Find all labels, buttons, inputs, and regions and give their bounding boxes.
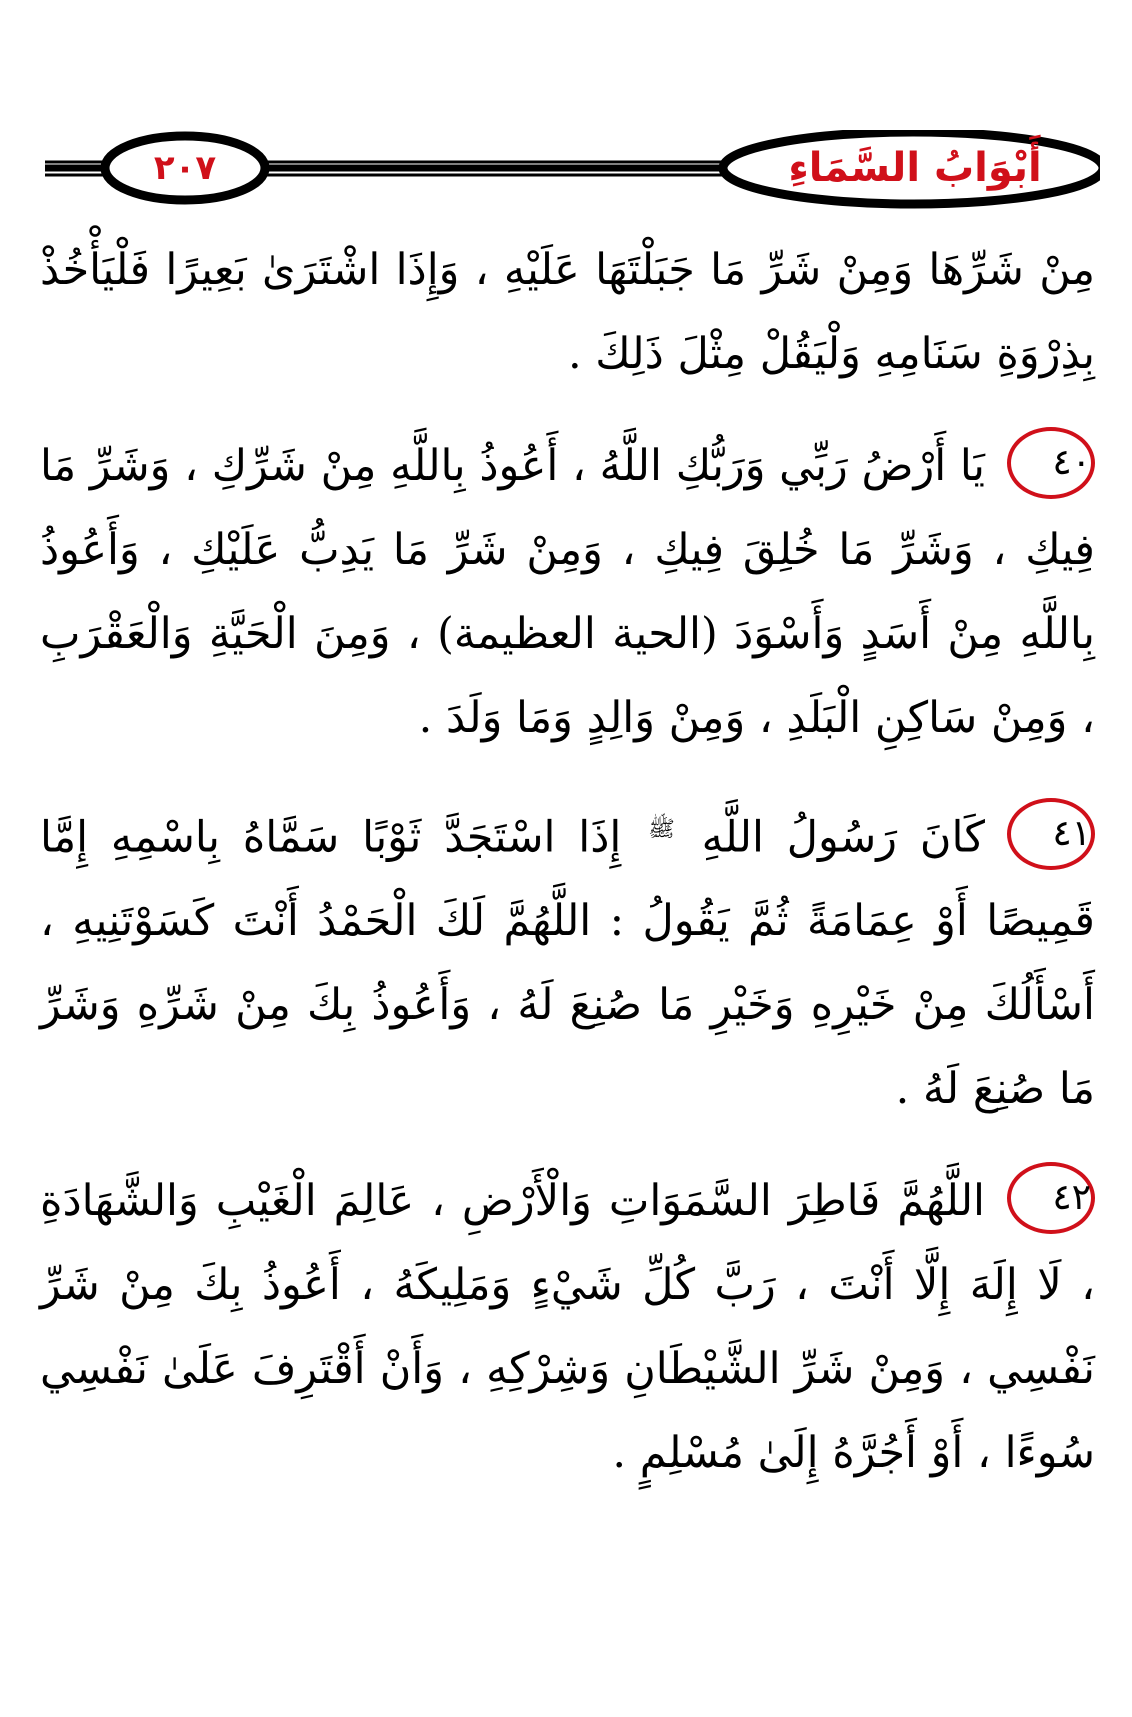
hadith-number-badge: ٤١ [1007, 798, 1095, 870]
paragraph-text-before: كَانَ رَسُولُ اللَّهِ [701, 812, 986, 863]
paragraph-40 [40, 424, 1095, 760]
salawat-symbol: ﷺ [648, 817, 675, 842]
chapter-title: أَبْوَابُ السَّمَاءِ [788, 145, 1042, 191]
hadith-number-badge: ٤٢ [1007, 1162, 1095, 1234]
paragraph-text: مِنْ شَرِّهَا وَمِنْ شَرِّ مَا جَبَلْتَهَا عَلَيْهِ ، وَإِذَا اشْتَرَىٰ بَعِيرًا فَلْيَأْخُذْ بِذِرْوَةِ سَنَامِهِ وَلْيَقُلْ مِثْلَ ذَلِكَ . [40, 245, 1095, 379]
paragraph-text: يَا أَرْضُ رَبِّي وَرَبُّكِ اللَّهُ ، أَعُوذُ بِاللَّهِ مِنْ شَرِّكِ ، وَشَرِّ مَا فِيكِ ، وَشَرِّ مَا خُلِقَ فِيكِ ، وَمِنْ شَرِّ مَا يَدِبُّ عَلَيْكِ ، وَأَعُوذُ بِاللَّهِ مِنْ أَسَدٍ وَأَسْوَدَ (الحية العظيمة) ، وَمِنَ الْحَيَّةِ وَالْعَقْرَبِ ، وَمِنْ سَاكِنِ الْبَلَدِ ، وَمِنْ وَالِدٍ وَمَا وَلَدَ . [40, 441, 1095, 743]
hadith-number-badge: ٤٠ [1007, 427, 1095, 499]
paragraph-42 [40, 1159, 1095, 1495]
paragraph-continuation [40, 228, 1095, 396]
page-content [40, 228, 1095, 1495]
page-header [45, 130, 1100, 210]
page-number: ٢٠٧ [153, 148, 217, 188]
paragraph-text: اللَّهُمَّ فَاطِرَ السَّمَوَاتِ وَالْأَرْضِ ، عَالِمَ الْغَيْبِ وَالشَّهَادَةِ ، لَا إِلَهَ إِلَّا أَنْتَ ، رَبَّ كُلِّ شَيْءٍ وَمَلِيكَهُ ، أَعُوذُ بِكَ مِنْ شَرِّ نَفْسِي ، وَمِنْ شَرِّ الشَّيْطَانِ وَشِرْكِهِ ، وَأَنْ أَقْتَرِفَ عَلَىٰ نَفْسِي سُوءًا ، أَوْ أَجُرَّهُ إِلَىٰ مُسْلِمٍ . [40, 1176, 1095, 1479]
paragraph-text-after: إِذَا اسْتَجَدَّ ثَوْبًا سَمَّاهُ بِاسْمِهِ إِمَّا قَمِيصًا أَوْ عِمَامَةً ثُمَّ يَقُولُ : اللَّهُمَّ لَكَ الْحَمْدُ أَنْتَ كَسَوْتَنِيهِ ، أَسْأَلُكَ مِنْ خَيْرِهِ وَخَيْرِ مَا صُنِعَ لَهُ ، وَأَعُوذُ بِكَ مِنْ شَرِّهِ وَشَرِّ مَا صُنِعَ لَهُ . [40, 812, 1095, 1115]
paragraph-41 [40, 788, 1095, 1131]
